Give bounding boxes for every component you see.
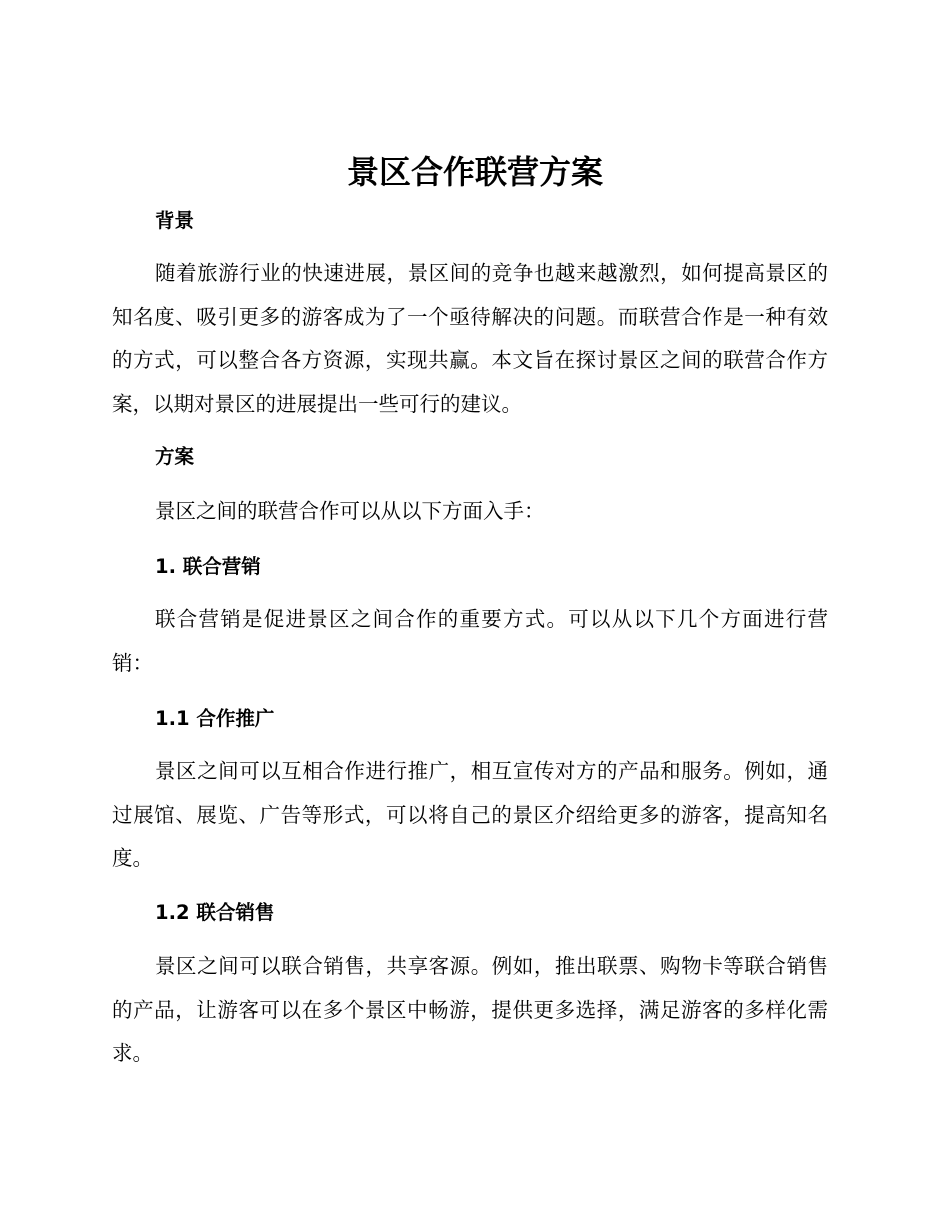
document-title: 景区合作联营方案 bbox=[346, 153, 603, 191]
cooperative-promotion-paragraph: 景区之间可以互相合作进行推广，相互宣传对方的产品和服务。例如，通过展馆、展览、广告等形式，可以将自己的景区介绍给更多的游客，提高知名度。 bbox=[112, 759, 828, 870]
section-heading-background: 背景 bbox=[155, 209, 195, 232]
background-paragraph: 随着旅游行业的快速进展，景区间的竞争也越来越激烈，如何提高景区的知名度、吸引更多的游客成为了一个亟待解决的问题。而联营合作是一种有效的方式，可以整合各方资源，实现共赢。本文旨在探讨景区之间的联营合作方案，以期对景区的进展提出一些可行的建议。 bbox=[112, 261, 828, 416]
joint-sales-paragraph: 景区之间可以联合销售，共享客源。例如，推出联票、购物卡等联合销售的产品，让游客可以在多个景区中畅游，提供更多选择，满足游客的多样化需求。 bbox=[112, 954, 828, 1065]
section-heading-cooperative-promotion: 1.1 合作推广 bbox=[155, 707, 275, 730]
section-heading-joint-sales: 1.2 联合销售 bbox=[155, 901, 275, 924]
section-heading-joint-marketing: 1. 联合营销 bbox=[155, 555, 261, 578]
joint-marketing-paragraph: 联合营销是促进景区之间合作的重要方式。可以从以下几个方面进行营销： bbox=[112, 607, 828, 675]
plan-intro-paragraph: 景区之间的联营合作可以从以下方面入手： bbox=[155, 499, 545, 523]
section-heading-plan: 方案 bbox=[155, 445, 195, 468]
